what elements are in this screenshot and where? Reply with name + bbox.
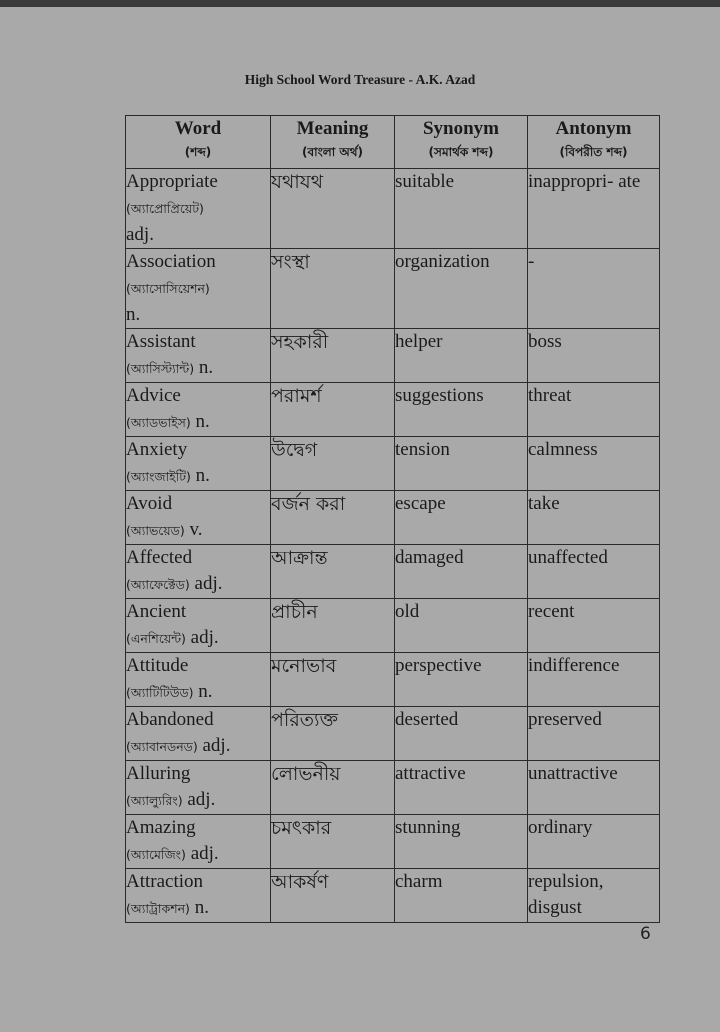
document-header: High School Word Treasure - A.K. Azad	[244, 72, 476, 87]
synonym-cell: charm	[395, 869, 528, 923]
word-cell	[126, 545, 271, 599]
column-header-synonym	[395, 116, 528, 169]
synonym-cell: deserted	[395, 707, 528, 761]
part-of-speech: adj.	[190, 843, 219, 864]
word-pronunciation: (অ্যাসিস্ট্যান্ট)	[126, 361, 195, 376]
part-of-speech: n.	[126, 304, 141, 325]
word-text: Anxiety	[126, 439, 188, 460]
column-header-label: Word	[174, 118, 222, 139]
meaning-cell: উদ্বেগ	[271, 437, 395, 491]
synonym-cell: attractive	[395, 761, 528, 815]
synonym-cell: suggestions	[395, 383, 528, 437]
word-pronunciation: (এনশিয়েন্ট)	[126, 631, 186, 646]
part-of-speech: adj.	[126, 224, 154, 245]
word-cell	[126, 491, 271, 545]
word-cell	[126, 383, 271, 437]
column-header-meaning	[271, 116, 395, 169]
synonym-cell: perspective	[395, 653, 528, 707]
word-pronunciation: (অ্যাডভাইস)	[126, 415, 191, 430]
part-of-speech: n.	[195, 411, 210, 432]
table-row	[126, 815, 660, 869]
word-pronunciation: (অ্যাট্রাকশন)	[126, 901, 190, 916]
part-of-speech: n.	[195, 465, 210, 486]
column-header-bangla-label: (শব্দ)	[184, 145, 212, 159]
meaning-cell: লোভনীয়	[271, 761, 395, 815]
table-row	[126, 707, 660, 761]
part-of-speech: adj.	[187, 789, 216, 810]
page-number: 6	[640, 924, 651, 944]
column-header-bangla-label: (বাংলা অর্থ)	[301, 145, 364, 159]
word-pronunciation: (অ্যাটিটিউড)	[126, 685, 194, 700]
word-text: Appropriate	[126, 171, 218, 192]
word-pronunciation: (অ্যাবানডনড)	[126, 739, 198, 754]
word-text: Amazing	[126, 817, 196, 838]
part-of-speech: n.	[194, 897, 209, 918]
antonym-cell: unattractive	[528, 761, 660, 815]
word-cell	[126, 707, 271, 761]
antonym-cell: calmness	[528, 437, 660, 491]
synonym-cell: tension	[395, 437, 528, 491]
word-pronunciation: (অ্যাসোসিয়েশন)	[126, 281, 210, 296]
word-pronunciation: (অ্যাংজাইটি)	[126, 469, 191, 484]
word-text: Avoid	[126, 493, 173, 514]
antonym-cell: recent	[528, 599, 660, 653]
meaning-cell: চমৎকার	[271, 815, 395, 869]
column-header-bangla-label: (সমার্থক শব্দ)	[428, 145, 494, 159]
column-header-antonym	[528, 116, 660, 169]
meaning-cell: আক্রান্ত	[271, 545, 395, 599]
column-header-bangla-label: (বিপরীত শব্দ)	[559, 145, 628, 159]
antonym-cell: threat	[528, 383, 660, 437]
word-cell	[126, 599, 271, 653]
table-row	[126, 761, 660, 815]
antonym-cell: boss	[528, 329, 660, 383]
part-of-speech: v.	[189, 519, 203, 540]
word-text: Ancient	[126, 601, 187, 622]
synonym-cell: organization	[395, 249, 528, 329]
antonym-cell: take	[528, 491, 660, 545]
part-of-speech: adj.	[202, 735, 231, 756]
word-text: Advice	[126, 385, 181, 406]
meaning-cell: মনোভাব	[271, 653, 395, 707]
column-header-label: Antonym	[555, 118, 632, 139]
part-of-speech: adj.	[194, 573, 223, 594]
table-body	[126, 169, 660, 923]
word-cell	[126, 169, 271, 249]
antonym-cell: inappropri- ate	[528, 169, 660, 249]
synonym-cell: old	[395, 599, 528, 653]
table-row	[126, 599, 660, 653]
meaning-cell: সহকারী	[271, 329, 395, 383]
antonym-cell: repulsion, disgust	[528, 869, 660, 923]
word-pronunciation: (অ্যামেজিং)	[126, 847, 186, 862]
meaning-cell: বর্জন করা	[271, 491, 395, 545]
word-text: Abandoned	[126, 709, 214, 730]
vocabulary-table	[125, 115, 660, 923]
table-row	[126, 249, 660, 329]
table-row	[126, 329, 660, 383]
table-row	[126, 169, 660, 249]
word-cell	[126, 329, 271, 383]
meaning-cell: প্রাচীন	[271, 599, 395, 653]
word-text: Assistant	[126, 331, 196, 352]
word-pronunciation: (অ্যাপ্রোপ্রিয়েট)	[126, 201, 204, 216]
word-cell	[126, 437, 271, 491]
part-of-speech: n.	[198, 357, 214, 378]
antonym-cell: ordinary	[528, 815, 660, 869]
table-row	[126, 869, 660, 923]
word-pronunciation: (অ্যাফেক্টেড)	[126, 577, 190, 592]
word-text: Attraction	[126, 871, 204, 892]
synonym-cell: stunning	[395, 815, 528, 869]
column-header-word	[126, 116, 271, 169]
word-cell	[126, 815, 271, 869]
word-cell	[126, 653, 271, 707]
antonym-cell: preserved	[528, 707, 660, 761]
word-pronunciation: (অ্যাভয়েড)	[126, 523, 185, 538]
table-row	[126, 383, 660, 437]
synonym-cell: damaged	[395, 545, 528, 599]
top-bar	[0, 0, 720, 7]
table-row	[126, 545, 660, 599]
part-of-speech: adj.	[190, 627, 219, 648]
table-row	[126, 437, 660, 491]
word-text: Association	[126, 251, 216, 272]
word-text: Affected	[126, 547, 193, 568]
column-header-label: Synonym	[422, 118, 500, 139]
table-header-row	[126, 116, 660, 169]
meaning-cell: পরামর্শ	[271, 383, 395, 437]
antonym-cell: indifference	[528, 653, 660, 707]
word-pronunciation: (অ্যাল্যুরিং)	[126, 793, 183, 808]
synonym-cell: escape	[395, 491, 528, 545]
antonym-cell: -	[528, 249, 660, 329]
meaning-cell: আকর্ষণ	[271, 869, 395, 923]
synonym-cell: suitable	[395, 169, 528, 249]
meaning-cell: যথাযথ	[271, 169, 395, 249]
meaning-cell: সংস্থা	[271, 249, 395, 329]
word-cell	[126, 249, 271, 329]
word-cell	[126, 761, 271, 815]
word-text: Alluring	[126, 763, 191, 784]
table-row	[126, 491, 660, 545]
synonym-cell: helper	[395, 329, 528, 383]
antonym-cell: unaffected	[528, 545, 660, 599]
part-of-speech: n.	[198, 681, 213, 702]
table-row	[126, 653, 660, 707]
column-header-label: Meaning	[296, 118, 369, 139]
word-text: Attitude	[126, 655, 189, 676]
word-cell	[126, 869, 271, 923]
meaning-cell: পরিত্যক্ত	[271, 707, 395, 761]
